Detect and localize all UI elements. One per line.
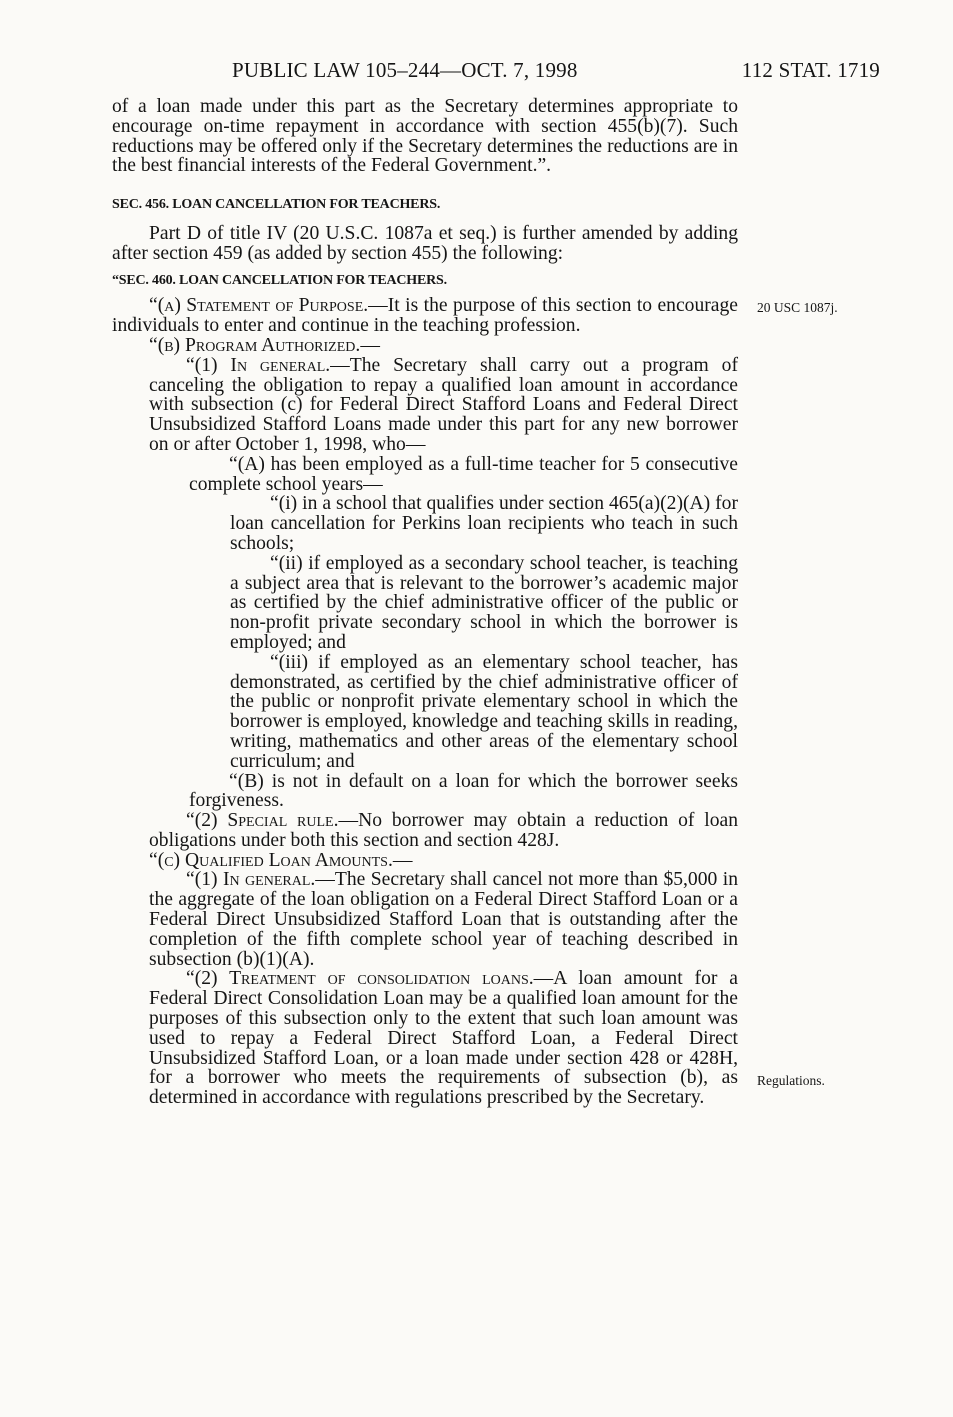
paragraph-b2 xyxy=(149,811,738,851)
subsection-b-label: “(b) Program Authorized. xyxy=(149,334,361,356)
paragraph-b1 xyxy=(149,356,738,455)
subsection-c-text: — xyxy=(392,849,413,871)
document-body xyxy=(112,97,738,1108)
clause-b1Aii: “(ii) if employed as a secondary school teacher, is teaching a subject area that is relevant to the borrower’s academic major as certified by the chief administrative officer of the public or non-profit private secondary school in which the borrower is employed; and xyxy=(230,552,738,653)
continuation-paragraph: of a loan made under this part as the Secretary determines appropriate to encourage on-time repayment in accordance with section 455(b)(7). Such reductions may be offered only if the Secretary determines the reductions are in the best financial interests of the Federal Government.”. xyxy=(112,96,738,177)
paragraph-c2-text: —A loan amount for a Federal Direct Consolidation Loan may be a qualified loan amount for the purposes of this subsection only to the extent that such loan amount was used to repay a Federal Direct Stafford Loan, a Federal Direct Unsubsidized Stafford Loan, or a loan made under section 428 or 428H, for a borrower who meets the requirements of subsection (b), as determined in accordance with regulations prescribed by the Secretary. xyxy=(149,968,738,1109)
paragraph-b2-label: “(2) Special rule. xyxy=(186,810,339,832)
header-statute-page: 112 STAT. 1719 xyxy=(741,58,880,82)
margin-note-regulations: Regulations. xyxy=(757,1073,825,1088)
paragraph-c1-label: “(1) In general. xyxy=(186,869,316,891)
header-law-citation: PUBLIC LAW 105–244—OCT. 7, 1998 xyxy=(232,58,578,82)
subsection-a-text: —It is the purpose of this section to encourage individuals to enter and continue in the teaching profession. xyxy=(112,295,738,337)
clause-b1Aiii: “(iii) if employed as an elementary school teacher, has demonstrated, as certified by the chief administrative officer of the public or nonprofit private elementary school in which the borrower is employed, knowledge and teaching skills in reading, writing, mathematics and other areas of the elementary school curriculum; and xyxy=(230,651,738,772)
subsection-c-label: “(c) Qualified Loan Amounts. xyxy=(149,849,393,871)
paragraph-c1-text: —The Secretary shall cancel not more than $5,000 in the aggregate of the loan obligation on a Federal Direct Stafford Loan or a Federal Direct Unsubsidized Stafford Loan that is outstanding after the completion of the fifth complete school year of teaching described in subsection (b)(1)(A). xyxy=(149,869,738,970)
margin-note-usc: 20 USC 1087j. xyxy=(757,300,838,315)
subsection-b xyxy=(112,336,738,356)
section-460-heading: “SEC. 460. LOAN CANCELLATION FOR TEACHERS. xyxy=(112,272,447,288)
section-456-heading: SEC. 456. LOAN CANCELLATION FOR TEACHERS. xyxy=(112,197,441,213)
paragraph-c2-label: “(2) Treatment of consolidation loans. xyxy=(186,968,534,990)
subparagraph-b1B: “(B) is not in default on a loan for which the borrower seeks forgiveness. xyxy=(189,770,738,812)
subsection-b-text: — xyxy=(360,334,380,356)
paragraph-b1-label: “(1) In general. xyxy=(186,354,331,376)
subsection-a xyxy=(112,296,738,336)
subsection-a-label: “(a) Statement of Purpose. xyxy=(149,295,369,317)
subsection-c xyxy=(112,851,738,871)
clause-b1Ai: “(i) in a school that qualifies under section 465(a)(2)(A) for loan cancellation for Perkins loan recipients who teach in such schools; xyxy=(230,493,738,554)
paragraph-c1 xyxy=(149,870,738,969)
paragraph-c2 xyxy=(149,969,738,1108)
paragraph-b1-text: —The Secretary shall carry out a program of canceling the obligation to repay a qualified loan amount in accordance with subsection (c) for Federal Direct Stafford Loans and Federal Direct Unsubsidized Stafford Loans made under this part for any new borrower on or after October 1, 1998, who— xyxy=(149,354,738,455)
paragraph-b2-text: —No borrower may obtain a reduction of loan obligations under both this section and section 428J. xyxy=(149,810,738,851)
subparagraph-b1A: “(A) has been employed as a full-time teacher for 5 consecutive complete school years— xyxy=(189,453,738,495)
amendment-intro: Part D of title IV (20 U.S.C. 1087a et seq.) is further amended by adding after section 459 (as added by section 455) the following: xyxy=(112,222,738,264)
